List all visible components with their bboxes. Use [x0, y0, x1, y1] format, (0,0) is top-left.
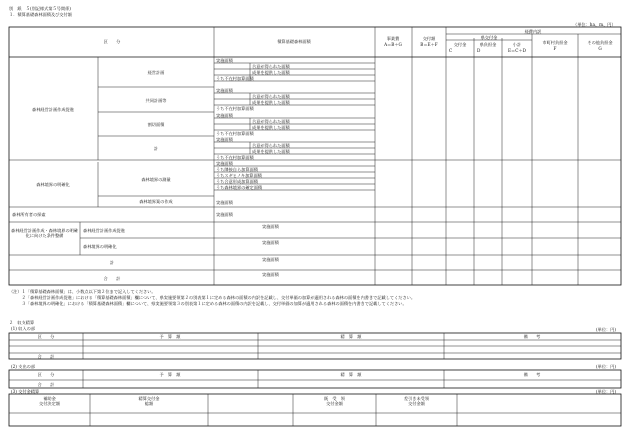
- row-forest-plan: 森林経営計画作成促進: [32, 107, 74, 112]
- income-yosan: 予 算 額: [159, 334, 181, 339]
- sub-uchi-kaso: うち不在村加算面積: [216, 131, 254, 136]
- sub-uchi-kaso: うち不在村加算面積: [216, 155, 254, 160]
- row-total: 合 計: [103, 276, 121, 281]
- sub-gou-a: 合意が得られた面積: [252, 119, 290, 124]
- income-gokei: 合 計: [37, 354, 55, 359]
- col-jigyohi-formula: A＝B＋G: [384, 42, 402, 47]
- row-combo-kei: 計: [109, 260, 115, 265]
- sub-jisshi: 実施面積: [216, 212, 233, 217]
- note-2: ２「森林経営計画作成促進」における「積算基礎森林面積」欄について、県実施要領第２の別表第１に定める森林の面積の内訳を記載し、交付単価の加算が適用される森林の面積を内書きで記載してください。: [9, 295, 416, 300]
- col-kenkakusa: 県負担金: [479, 42, 497, 47]
- expense-unit: (単位：円): [596, 364, 617, 369]
- table-title: １．積算基礎森林面積及び交付額: [9, 12, 72, 17]
- kofu-col-5: 差引き未受領 交付金額: [403, 396, 430, 406]
- row-combo-clarify: 森林境界の明確化: [83, 244, 117, 249]
- sub-uchi-kyokai: うち森林境界の確定面積: [216, 185, 263, 190]
- sub-jisshi: 実施面積: [216, 161, 233, 166]
- col-jigyohi: 事業費: [386, 36, 400, 41]
- note-1: （注）１「積算基礎森林面積」は、小数点以下第２位まで記入してください。: [9, 289, 156, 294]
- expense-title: (2) 支出の部: [11, 364, 36, 369]
- income-biko: 備 考: [523, 334, 541, 339]
- budget-title: ２ 収支精算: [9, 320, 35, 325]
- sub-jisshi: 実施面積: [216, 58, 233, 63]
- row-clarify: 森林境界の明確化: [36, 182, 70, 187]
- row-kyokai-sakusei: 森林境界案の作成: [139, 199, 173, 204]
- kofu-title: (3) 交付金精算: [11, 389, 40, 394]
- sub-gou-b: 成果を提供した面積: [252, 125, 290, 130]
- col-subtotal-formula: E＝C＋D: [508, 48, 526, 53]
- row-kaishi: 割切面積: [147, 122, 165, 127]
- row-shoyusha: 森林所有者の探索: [12, 212, 46, 217]
- kofu-col-2: 精算交付金 総額: [138, 396, 160, 406]
- sub-jisshi: 実施面積: [262, 257, 279, 262]
- sub-gou-b: 成果を提供した面積: [252, 70, 290, 75]
- sub-gou-b: 成果を提供した面積: [252, 100, 290, 105]
- col-ken-kofu: 県交付金: [480, 35, 498, 40]
- col-kofu-formula: B＝E＋F: [420, 42, 438, 47]
- sub-jisshi: 実施面積: [262, 272, 279, 277]
- col-kofukin-code: C: [449, 48, 453, 53]
- expense-gokei: 合 計: [37, 382, 55, 387]
- col-kubun: 区 分: [103, 39, 121, 44]
- col-breakdown: 経費内訳: [524, 29, 542, 34]
- note-3: ３「森林境界の明確化」における「積算基礎森林面積」欄について、県実施要領第３の別表第１に定める森林の面積の内訳を記載し、交付単価の加算が適用される森林の面積を内書きで記載してください。: [9, 301, 407, 306]
- kofu-col-4: 既 受 領 交付金額: [324, 396, 345, 406]
- col-kofu: 交付額: [422, 36, 436, 41]
- income-kubun: 区 分: [37, 334, 55, 339]
- row-keiei-plan: 経営計画: [147, 70, 165, 75]
- sub-uchi-henkyo: うち隣接自ら加算面積: [216, 167, 258, 172]
- sub-gou-a: 合意が得られた面積: [252, 94, 290, 99]
- unit-label: （単位：ha、m、円）: [573, 22, 616, 27]
- row-kyodo: 共同計画等: [145, 98, 167, 103]
- sub-uchi-gou: うち合意形成加算面積: [216, 179, 258, 184]
- sub-gou-b: 成果を提供した面積: [252, 149, 290, 154]
- row-combo-plan: 森林経営計画作成促進: [83, 228, 125, 233]
- sub-gou-a: 合意が得られた面積: [252, 64, 290, 69]
- col-kenkakusa-code: D: [477, 48, 481, 53]
- row-combo: 森林経営計画作成・森林境界の明確化に向けた条件整備: [11, 228, 79, 238]
- kofu-unit: (単位：円): [596, 389, 617, 394]
- income-title: (1) 収入の部: [11, 326, 36, 331]
- col-kofukin: 交付金: [453, 42, 467, 47]
- sub-jisshi: 実施面積: [262, 224, 279, 229]
- income-seisan: 精 算 額: [340, 334, 362, 339]
- col-base-area: 積算基礎森林面積: [277, 39, 311, 44]
- sub-gou-a: 合意が得られた面積: [252, 143, 290, 148]
- col-other-code: G: [598, 46, 602, 51]
- sub-jisshi: 実施面積: [216, 88, 233, 93]
- income-unit: (単位：円): [596, 327, 617, 332]
- col-other: その他負担金: [587, 40, 613, 45]
- expense-biko: 備 考: [523, 372, 541, 377]
- sub-jisshi: 実施面積: [216, 137, 233, 142]
- sub-jisshi: 実施面積: [216, 113, 233, 118]
- form-title: 別 紙 ５(別記様式第５号関係): [9, 6, 71, 11]
- row-kyokai-chosa: 森林境界の測量: [141, 177, 171, 182]
- expense-kubun: 区 分: [37, 372, 55, 377]
- col-city-code: F: [553, 46, 557, 51]
- sub-jisshi: 実施面積: [262, 240, 279, 245]
- row-kei: 計: [153, 146, 159, 151]
- col-subtotal: 小計: [512, 42, 522, 47]
- sub-uchi-sugi: うちスギヒノキ加算面積: [216, 173, 262, 178]
- expense-seisan: 精 算 額: [340, 372, 362, 377]
- kofu-col-1: 補助金 交付決定額: [39, 396, 60, 406]
- expense-yosan: 予 算 額: [159, 372, 181, 377]
- sub-jisshi: 実施面積: [216, 200, 233, 205]
- sub-uchi-kaso: うち不在村加算面積: [216, 76, 254, 81]
- sub-uchi-kaso: うち不在村加算面積: [216, 106, 254, 111]
- col-city: 市町村負担金: [542, 40, 568, 45]
